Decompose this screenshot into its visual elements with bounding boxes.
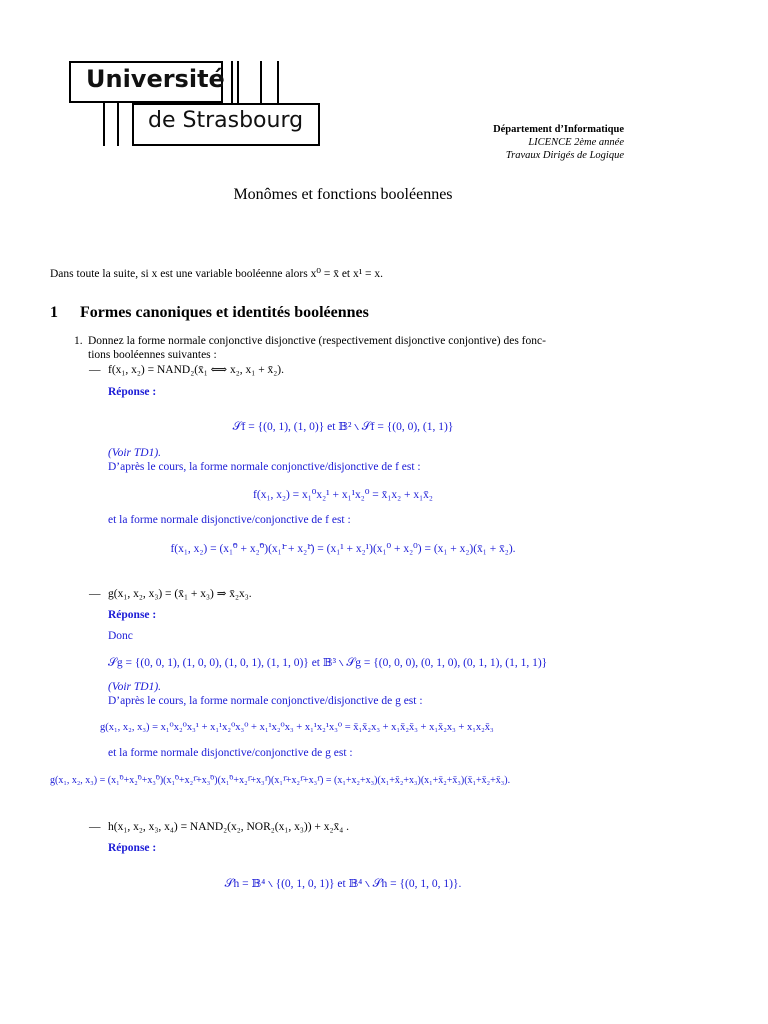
g-donc: Donc — [108, 630, 133, 642]
page-title: Monômes et fonctions booléennes — [233, 186, 453, 203]
course-name: Travaux Dirigés de Logique — [505, 150, 624, 161]
h-reponse-label: Réponse : — [108, 842, 157, 854]
h-definition: h(x₁, x₂, x₃, x₄) = NAND₂(x₂, NOR₂(x₁, x₃)) + x₂x̄₄ . — [108, 821, 350, 833]
g-support: 𝒮g = {(0, 0, 1), (1, 0, 0), (1, 0, 1), (1, 1, 0)} et 𝔹³ ∖ 𝒮g = {(0, 0, 0), (0, 1, 0), (0, 1, 1), (1, 1, 1)} — [108, 657, 548, 669]
logo-bar — [237, 61, 239, 103]
g-fnd-formula: g(x₁, x₂, x₃) = (x₁⁰̄+x₂⁰̄+x₃⁰̄)(x₁⁰̄+x₂¹̄+x₃⁰̄)(x₁⁰̄+x₂¹̄+x₃¹̄)(x₁¹̄+x₂¹̄+x₃¹̄) = (x₁+x₂+x₃)(x₁+x̄₂+x₃)(x₁+x̄₂+x̄₃)(x̄₁+x̄₂+x̄₃). — [50, 775, 511, 786]
logo-bar — [231, 61, 233, 103]
logo-line1: Université — [86, 65, 225, 93]
g-definition: g(x₁, x₂, x₃) = (x̄₁ + x₃) ⇒ x̄₂x₃. — [108, 588, 252, 600]
g-fnc-formula: g(x₁, x₂, x₃) = x₁⁰x₂⁰x₃¹ + x₁¹x₂⁰x₃⁰ + x₁¹x₂⁰x₃ + x₁¹x₂¹x₃⁰ = x̄₁x̄₂x₃ + x₁x̄₂x̄₃ + x₁x̄₂x₃ + x₁x₂x̄₃ — [100, 722, 494, 733]
f-cours-text: D’après le cours, la forme normale conjonctive/disjonctive de f est : — [108, 461, 421, 473]
f-and-text: et la forme normale disjonctive/conjonctive de f est : — [108, 514, 351, 526]
bullet-dash: — — [89, 364, 101, 376]
bullet-dash: — — [89, 588, 101, 600]
exercise-text-line2: tions booléennes suivantes : — [88, 349, 217, 361]
f-definition: f(x₁, x₂) = NAND₂(x̄₁ ⟺ x₂, x₁ + x̄₂). — [108, 364, 285, 376]
logo-bar — [277, 61, 279, 103]
department-name: Département d’Informatique — [493, 124, 624, 135]
intro-paragraph: Dans toute la suite, si x est une variable booléenne alors x⁰ = x̄ et x¹ = x. — [50, 268, 384, 280]
exercise-text-line1: Donnez la forme normale conjonctive disjonctive (respectivement disjonctive conjontive) des fonc- — [88, 335, 546, 347]
section-number: 1 — [50, 304, 58, 321]
g-and-text: et la forme normale disjonctive/conjonctive de g est : — [108, 747, 353, 759]
bullet-dash: — — [89, 821, 101, 833]
logo-bar — [117, 103, 119, 146]
exercise-number: 1. — [74, 335, 83, 347]
g-reponse-label: Réponse : — [108, 609, 157, 621]
department-header — [493, 123, 624, 162]
h-support: 𝒮h = 𝔹⁴ ∖ {(0, 1, 0, 1)} et 𝔹⁴ ∖ 𝒮h = {(0, 1, 0, 1)}. — [224, 878, 462, 890]
logo-bar — [260, 61, 262, 103]
logo-bar — [103, 103, 105, 146]
g-cours-text: D’après le cours, la forme normale conjonctive/disjonctive de g est : — [108, 695, 423, 707]
f-reponse-label: Réponse : — [108, 386, 157, 398]
section-title: Formes canoniques et identités booléennes — [80, 304, 369, 321]
logo-line2: de Strasbourg — [148, 108, 304, 133]
f-voir-td1: (Voir TD1). — [108, 447, 162, 459]
f-fnd-formula: f(x₁, x₂) = (x₁⁰̄ + x₂⁰̄)(x₁¹̄ + x₂¹̄) = (x₁¹ + x₂¹)(x₁⁰ + x₂⁰) = (x₁ + x₂)(x̄₁ + x̄₂). — [170, 543, 516, 555]
licence-year: LICENCE 2ème année — [528, 137, 624, 148]
f-fnc-formula: f(x₁, x₂) = x₁⁰x₂¹ + x₁¹x₂⁰ = x̄₁x₂ + x₁x̄₂ — [253, 489, 433, 501]
f-support: 𝒮f = {(0, 1), (1, 0)} et 𝔹² ∖ 𝒮f = {(0, 0), (1, 1)} — [232, 421, 454, 433]
g-voir-td1: (Voir TD1). — [108, 681, 162, 693]
